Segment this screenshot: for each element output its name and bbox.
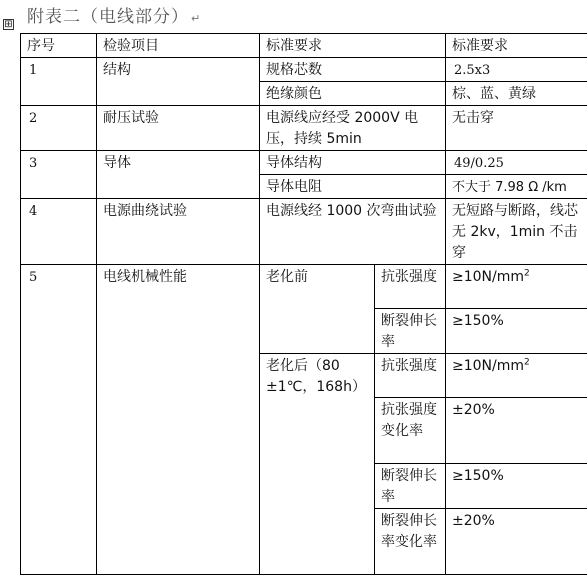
row3-req-b: 导体电阻 <box>260 175 446 199</box>
row1-no: 1 <box>21 58 97 106</box>
row1-req-b: 绝缘颜色 <box>260 82 446 106</box>
row5-b1-val <box>446 265 587 309</box>
row5-b1-val-sup: 2 <box>524 268 530 278</box>
row5-a1-val-sup: 2 <box>524 357 530 367</box>
row5-a3-val: ≥150% <box>446 464 587 509</box>
row3-item: 导体 <box>97 151 260 199</box>
table-row <box>21 106 587 151</box>
table-row <box>21 265 587 309</box>
row2-item: 耐压试验 <box>97 106 260 151</box>
table-header-row <box>21 34 587 58</box>
row5-a1-prop: 抗张强度 <box>375 354 446 398</box>
row5-b2-val: ≥150% <box>446 309 587 354</box>
row5-a1-val-text: ≥10N/mm <box>452 358 524 374</box>
row5-b1-val-text: ≥10N/mm <box>452 269 524 285</box>
row2-no: 2 <box>21 106 97 151</box>
header-item: 检验项目 <box>97 34 260 58</box>
row5-b2-prop: 断裂伸长率 <box>375 309 446 354</box>
row2-val: 无击穿 <box>446 106 587 151</box>
table-row <box>21 199 587 265</box>
row5-item: 电线机械性能 <box>97 265 260 575</box>
row5-a1-val <box>446 354 587 398</box>
row1-val-b: 棕、蓝、黄绿 <box>446 82 587 106</box>
row1-val-a: 2.5x3 <box>446 58 587 82</box>
table-row <box>21 151 587 175</box>
title-text: 附表二（电线部分） <box>27 7 189 27</box>
row5-after: 老化后（80±1℃，168h） <box>260 354 375 575</box>
row5-b1-prop: 抗张强度 <box>375 265 446 309</box>
page-title <box>27 2 201 27</box>
spec-table <box>20 33 587 575</box>
paragraph-mark: ↵ <box>191 12 201 25</box>
row5-a3-prop: 断裂伸长率 <box>375 464 446 509</box>
row5-a2-val: ±20% <box>446 398 587 464</box>
row3-val-a: 49/0.25 <box>446 151 587 175</box>
row5-a4-prop: 断裂伸长率变化率 <box>375 509 446 575</box>
row3-no: 3 <box>21 151 97 199</box>
row5-no: 5 <box>21 265 97 575</box>
row5-a2-prop: 抗张强度变化率 <box>375 398 446 464</box>
row3-req-a: 导体结构 <box>260 151 446 175</box>
row4-req: 电源线经 1000 次弯曲试验 <box>260 199 446 265</box>
row1-item: 结构 <box>97 58 260 106</box>
row3-val-b: 不大于 7.98 Ω /km <box>446 175 587 199</box>
header-requirement-value: 标准要求 <box>446 34 587 58</box>
row4-val: 无短路与断路，线芯无 2kv，1min 不击穿 <box>446 199 587 265</box>
header-no: 序号 <box>21 34 97 58</box>
table-row <box>21 58 587 82</box>
table-anchor-icon[interactable]: ⊞ <box>3 19 14 30</box>
row5-before: 老化前 <box>260 265 375 354</box>
header-requirement: 标准要求 <box>260 34 446 58</box>
row5-a4-val: ±20% <box>446 509 587 575</box>
row1-req-a: 规格芯数 <box>260 58 446 82</box>
row2-req: 电源线应经受 2000V 电压，持续 5min <box>260 106 446 151</box>
row4-item: 电源曲绕试验 <box>97 199 260 265</box>
row4-no: 4 <box>21 199 97 265</box>
